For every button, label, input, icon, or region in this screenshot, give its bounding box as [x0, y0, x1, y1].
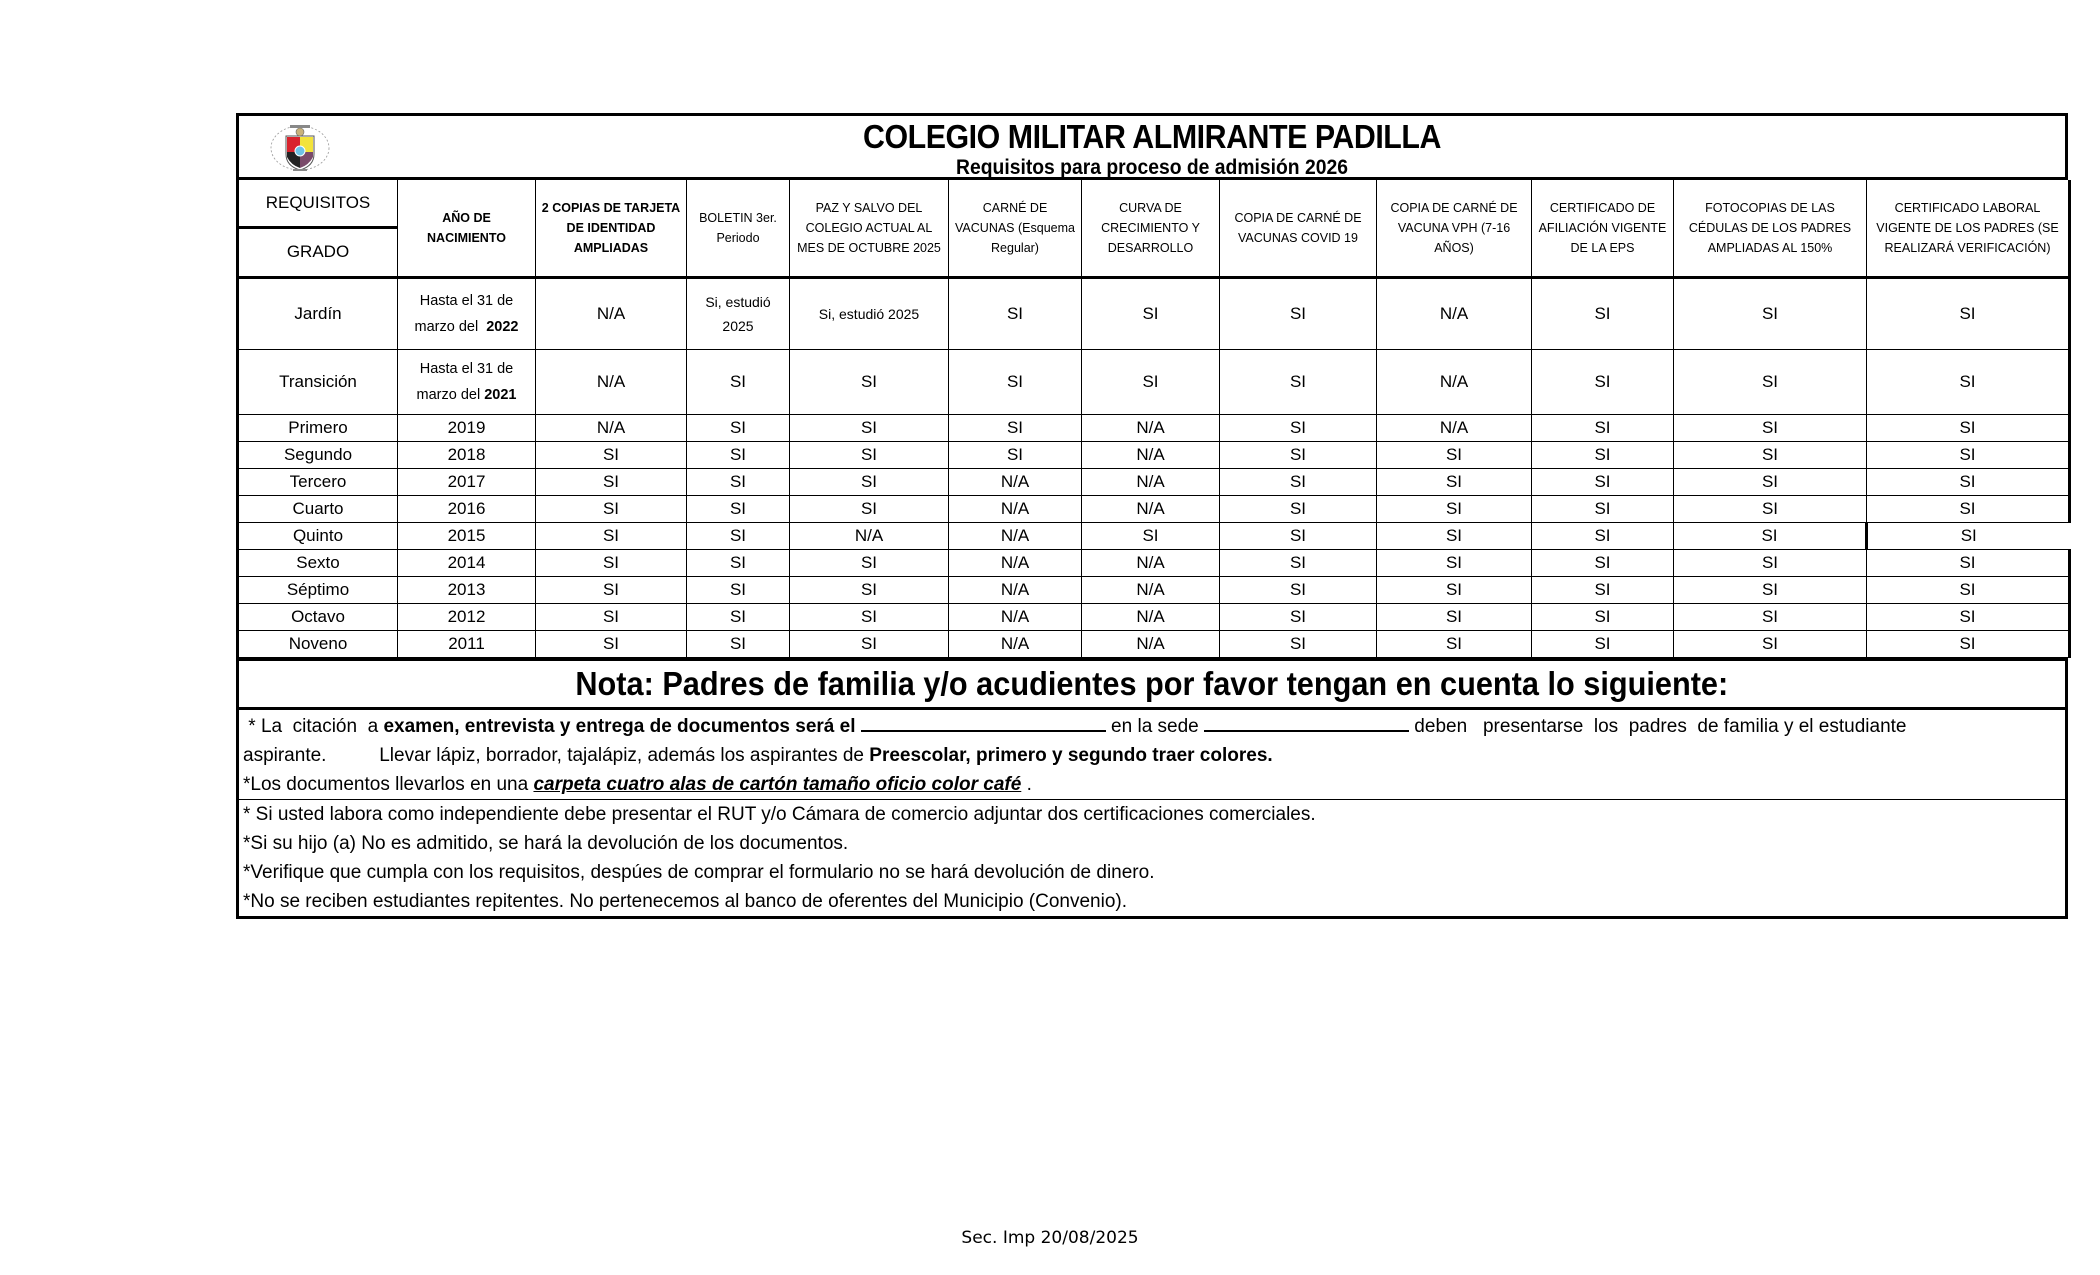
venue-blank-field[interactable]	[1204, 710, 1409, 732]
birth-year-cell: 2013	[398, 576, 536, 603]
column-header: PAZ Y SALVO DEL COLEGIO ACTUAL AL MES DE OCTUBRE 2025	[790, 180, 949, 277]
value-cell: SI	[1532, 603, 1674, 630]
grade-cell: Quinto	[238, 522, 398, 549]
value-cell: SI	[1867, 522, 2070, 549]
table-row	[238, 603, 2070, 630]
value-cell: SI	[1532, 576, 1674, 603]
birth-year-cell: Hasta el 31 de marzo del 2022	[398, 277, 536, 349]
value-cell: N/A	[1377, 349, 1532, 414]
value-cell: SI	[1377, 630, 1532, 657]
value-cell: SI	[949, 441, 1082, 468]
value-cell: SI	[1532, 414, 1674, 441]
grade-cell: Tercero	[238, 468, 398, 495]
birth-year-cell: 2011	[398, 630, 536, 657]
grade-cell: Sexto	[238, 549, 398, 576]
birth-year-cell: Hasta el 31 de marzo del 2021	[398, 349, 536, 414]
value-cell: SI	[1220, 441, 1377, 468]
table-row	[238, 349, 2070, 414]
value-cell: N/A	[949, 576, 1082, 603]
value-cell: SI	[790, 549, 949, 576]
value-cell: N/A	[1082, 549, 1220, 576]
column-header: BOLETIN 3er. Periodo	[687, 180, 790, 277]
table-row	[238, 549, 2070, 576]
note-no-refund: *Verifique que cumpla con los requisitos, despúes de comprar el formulario no se hará devolución de dinero.	[243, 861, 1155, 883]
value-cell: SI	[790, 349, 949, 414]
value-cell: SI	[1867, 495, 2070, 522]
value-cell: SI	[790, 630, 949, 657]
value-cell: Si, estudió 2025	[790, 277, 949, 349]
value-cell: N/A	[1082, 630, 1220, 657]
value-cell: SI	[1532, 630, 1674, 657]
table-row	[238, 522, 2070, 549]
value-cell: SI	[1532, 349, 1674, 414]
note-independent-workers: * Si usted labora como independiente debe presentar el RUT y/o Cámara de comercio adjuntar dos certificaciones comerciales.	[243, 803, 1316, 825]
value-cell: N/A	[790, 522, 949, 549]
table-row	[238, 414, 2070, 441]
value-cell: SI	[1532, 468, 1674, 495]
grade-cell: Transición	[238, 349, 398, 414]
institution-title: COLEGIO MILITAR ALMIRANTE PADILLA	[863, 118, 1441, 155]
value-cell: N/A	[949, 495, 1082, 522]
value-cell: SI	[790, 441, 949, 468]
value-cell: N/A	[1082, 603, 1220, 630]
value-cell: SI	[1220, 495, 1377, 522]
grade-cell: Jardín	[238, 277, 398, 349]
column-header: CURVA DE CRECIMIENTO Y DESARROLLO	[1082, 180, 1220, 277]
requirements-table	[236, 180, 2071, 658]
value-cell: SI	[536, 630, 687, 657]
value-cell: SI	[687, 468, 790, 495]
grade-cell: Segundo	[238, 441, 398, 468]
value-cell: SI	[536, 549, 687, 576]
value-cell: N/A	[1082, 414, 1220, 441]
value-cell: SI	[536, 495, 687, 522]
value-cell: SI	[1674, 495, 1867, 522]
value-cell: N/A	[1082, 468, 1220, 495]
birth-year-cell: 2014	[398, 549, 536, 576]
corner-label-grado: GRADO	[238, 227, 398, 277]
column-header: 2 COPIAS DE TARJETA DE IDENTIDAD AMPLIADAS	[536, 180, 687, 277]
document-subtitle: Requisitos para proceso de admisión 2026	[956, 156, 1348, 179]
birth-year-cell: 2016	[398, 495, 536, 522]
table-row	[238, 441, 2070, 468]
value-cell: SI	[1220, 349, 1377, 414]
value-cell: SI	[1532, 549, 1674, 576]
value-cell: SI	[1220, 630, 1377, 657]
value-cell: SI	[1532, 495, 1674, 522]
value-cell: SI	[1082, 522, 1220, 549]
value-cell: N/A	[949, 522, 1082, 549]
value-cell: SI	[1867, 277, 2070, 349]
value-cell: SI	[536, 603, 687, 630]
value-cell: SI	[1867, 468, 2070, 495]
value-cell: SI	[949, 414, 1082, 441]
value-cell: SI	[1377, 522, 1532, 549]
value-cell: SI	[1377, 468, 1532, 495]
grade-cell: Séptimo	[238, 576, 398, 603]
note-document-return: *Si su hijo (a) No es admitido, se hará la devolución de los documentos.	[243, 832, 849, 854]
value-cell: SI	[1674, 522, 1867, 549]
corner-label-requisitos: REQUISITOS	[238, 180, 398, 227]
value-cell: SI	[1867, 576, 2070, 603]
note-materials: aspirante. Llevar lápiz, borrador, tajalápiz, además los aspirantes de Preescolar, primero y segundo traer colores.	[243, 744, 1273, 766]
value-cell: SI	[1220, 277, 1377, 349]
value-cell: SI	[1674, 349, 1867, 414]
table-row	[238, 468, 2070, 495]
value-cell: N/A	[1082, 441, 1220, 468]
notes-title: Nota: Padres de familia y/o acudientes por favor tengan en cuenta lo siguiente:	[239, 661, 2065, 710]
value-cell: SI	[1674, 549, 1867, 576]
value-cell: N/A	[949, 468, 1082, 495]
value-cell: SI	[1867, 414, 2070, 441]
value-cell: SI	[1377, 603, 1532, 630]
value-cell: SI	[536, 522, 687, 549]
column-header: CERTIFICADO DE AFILIACIÓN VIGENTE DE LA EPS	[1532, 180, 1674, 277]
grade-cell: Octavo	[238, 603, 398, 630]
value-cell: N/A	[1377, 277, 1532, 349]
value-cell: SI	[790, 603, 949, 630]
value-cell: SI	[1674, 277, 1867, 349]
value-cell: SI	[790, 414, 949, 441]
value-cell: SI	[1674, 441, 1867, 468]
value-cell: SI	[1867, 549, 2070, 576]
value-cell: SI	[1377, 576, 1532, 603]
value-cell: SI	[687, 630, 790, 657]
value-cell: N/A	[949, 603, 1082, 630]
value-cell: SI	[1674, 414, 1867, 441]
column-header: CERTIFICADO LABORAL VIGENTE DE LOS PADRES (SE REALIZARÁ VERIFICACIÓN)	[1867, 180, 2070, 277]
value-cell: N/A	[1082, 576, 1220, 603]
value-cell: SI	[1220, 522, 1377, 549]
grade-cell: Primero	[238, 414, 398, 441]
value-cell: SI	[536, 441, 687, 468]
birth-year-cell: 2019	[398, 414, 536, 441]
value-cell: SI	[1532, 441, 1674, 468]
value-cell: SI	[687, 349, 790, 414]
table-row	[238, 630, 2070, 657]
column-header: AÑO DE NACIMIENTO	[398, 180, 536, 277]
value-cell: N/A	[536, 414, 687, 441]
value-cell: SI	[1082, 277, 1220, 349]
print-date-footer: Sec. Imp 20/08/2025	[961, 1228, 1139, 1248]
table-row	[238, 277, 2070, 349]
value-cell: SI	[1674, 603, 1867, 630]
value-cell: SI	[1220, 468, 1377, 495]
value-cell: SI	[1674, 630, 1867, 657]
value-cell: SI	[1867, 603, 2070, 630]
column-header: FOTOCOPIAS DE LAS CÉDULAS DE LOS PADRES AMPLIADAS AL 150%	[1674, 180, 1867, 277]
title-header	[236, 113, 2068, 180]
value-cell: Si, estudió 2025	[687, 277, 790, 349]
value-cell: SI	[687, 549, 790, 576]
value-cell: SI	[1220, 414, 1377, 441]
grade-cell: Noveno	[238, 630, 398, 657]
date-blank-field[interactable]	[861, 710, 1106, 732]
value-cell: SI	[536, 468, 687, 495]
value-cell: SI	[1220, 549, 1377, 576]
birth-year-cell: 2015	[398, 522, 536, 549]
notes-list	[239, 710, 2065, 916]
value-cell: N/A	[949, 549, 1082, 576]
value-cell: N/A	[1377, 414, 1532, 441]
value-cell: SI	[687, 522, 790, 549]
value-cell: SI	[1377, 495, 1532, 522]
value-cell: SI	[1674, 468, 1867, 495]
value-cell: N/A	[949, 630, 1082, 657]
note-folder: *Los documentos llevarlos en una carpeta cuatro alas de cartón tamaño oficio color café .	[239, 770, 2065, 800]
value-cell: SI	[790, 495, 949, 522]
value-cell: SI	[949, 349, 1082, 414]
value-cell: SI	[1674, 576, 1867, 603]
column-header: COPIA DE CARNÉ DE VACUNAS COVID 19	[1220, 180, 1377, 277]
value-cell: SI	[790, 576, 949, 603]
value-cell: SI	[1532, 277, 1674, 349]
value-cell: SI	[1082, 349, 1220, 414]
value-cell: SI	[1220, 576, 1377, 603]
value-cell: SI	[1867, 630, 2070, 657]
value-cell: SI	[949, 277, 1082, 349]
birth-year-cell: 2017	[398, 468, 536, 495]
notes-box	[236, 658, 2068, 919]
value-cell: N/A	[536, 349, 687, 414]
value-cell: SI	[687, 414, 790, 441]
value-cell: SI	[687, 603, 790, 630]
table-row	[238, 576, 2070, 603]
birth-year-cell: 2012	[398, 603, 536, 630]
value-cell: SI	[536, 576, 687, 603]
value-cell: SI	[1867, 349, 2070, 414]
column-header: CARNÉ DE VACUNAS (Esquema Regular)	[949, 180, 1082, 277]
column-header: COPIA DE CARNÉ DE VACUNA VPH (7-16 AÑOS)	[1377, 180, 1532, 277]
table-row	[238, 495, 2070, 522]
value-cell: SI	[1220, 603, 1377, 630]
grade-cell: Cuarto	[238, 495, 398, 522]
birth-year-cell: 2018	[398, 441, 536, 468]
value-cell: SI	[687, 441, 790, 468]
value-cell: SI	[687, 576, 790, 603]
value-cell: SI	[687, 495, 790, 522]
admission-requirements-sheet	[236, 113, 2068, 919]
value-cell: SI	[1867, 441, 2070, 468]
value-cell: SI	[1532, 522, 1674, 549]
note-citation: * La citación a examen, entrevista y entrega de documentos será el en la sede deben presentarse los padres de familia y el estudiante	[243, 710, 2065, 741]
value-cell: N/A	[536, 277, 687, 349]
value-cell: SI	[1377, 549, 1532, 576]
value-cell: SI	[790, 468, 949, 495]
value-cell: N/A	[1082, 495, 1220, 522]
note-no-repeaters: *No se reciben estudiantes repitentes. No pertenecemos al banco de oferentes del Municipio (Convenio).	[243, 890, 1128, 912]
value-cell: SI	[1377, 441, 1532, 468]
